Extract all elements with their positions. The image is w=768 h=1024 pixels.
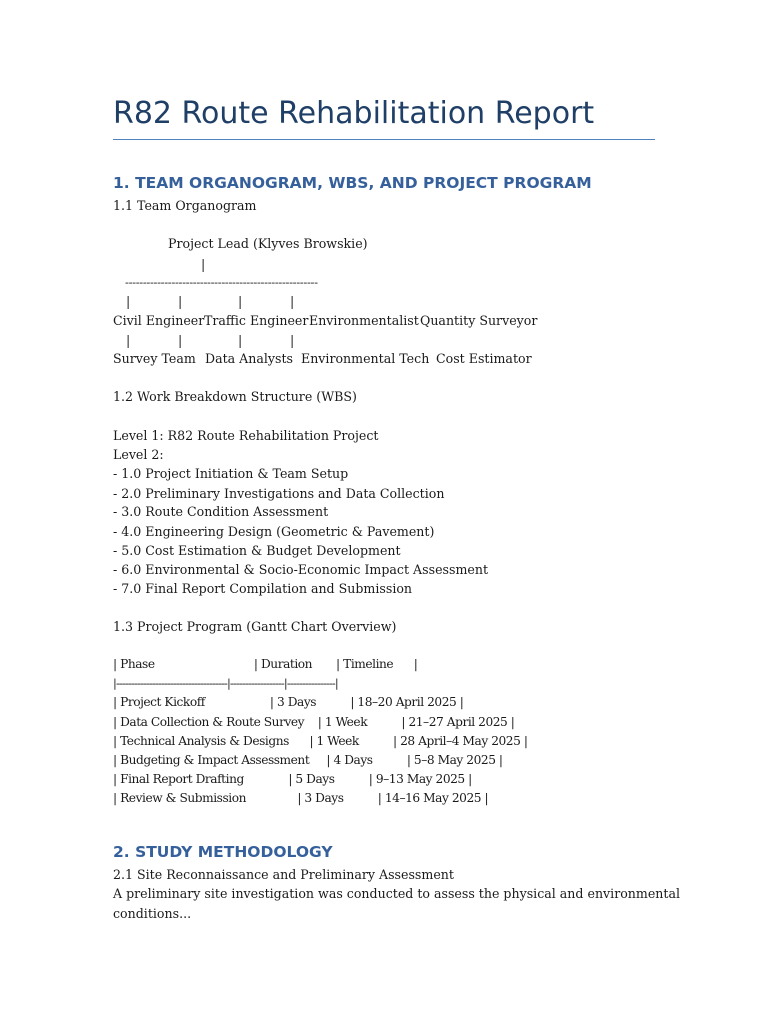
wbs-item: - 6.0 Environmental & Socio-Economic Impact Assessment [113, 562, 489, 577]
organogram-project-lead: Project Lead (Klyves Browskie) [168, 236, 368, 251]
organogram-role-civil-engineer: Civil Engineer [113, 313, 205, 328]
organogram-connector: | [126, 333, 131, 348]
subheading-site-reconnaissance: 2.1 Site Reconnaissance and Preliminary Assessment [113, 867, 454, 882]
organogram-role-quantity-surveyor: Quantity Surveyor [420, 313, 538, 328]
document-title: R82 Route Rehabilitation Report [113, 96, 595, 131]
program-table-row: | Budgeting & Impact Assessment | 4 Days | 5–8 May 2025 | [113, 753, 503, 767]
wbs-item: - 7.0 Final Report Compilation and Submission [113, 581, 413, 596]
wbs-item: - 2.0 Preliminary Investigations and Data Collection [113, 486, 445, 501]
paragraph-line: conditions... [113, 906, 192, 921]
organogram-role-environmentalist: Environmentalist [309, 313, 419, 328]
wbs-item: - 3.0 Route Condition Assessment [113, 504, 329, 519]
organogram-subrole-data-analysts: Data Analysts [205, 351, 294, 366]
organogram-role-traffic-engineer: Traffic Engineer [204, 313, 309, 328]
wbs-level-1: Level 1: R82 Route Rehabilitation Project [113, 428, 379, 443]
organogram-connector: | [178, 294, 183, 309]
organogram-connector: | [290, 333, 295, 348]
organogram-subrole-environmental-tech: Environmental Tech [301, 351, 430, 366]
program-table-row: | Review & Submission | 3 Days | 14–16 May 2025 | [113, 791, 489, 805]
program-table-header-row: | Phase | Duration | Timeline | [113, 657, 418, 671]
wbs-level-2-label: Level 2: [113, 447, 164, 462]
organogram-branch-line: ------------------------------------------------------ [125, 275, 318, 289]
section-heading-study-methodology: 2. STUDY METHODOLOGY [113, 843, 333, 861]
program-table-row: | Data Collection & Route Survey | 1 Week | 21–27 April 2025 | [113, 715, 515, 729]
organogram-connector: | [178, 333, 183, 348]
section-heading-team-organogram: 1. TEAM ORGANOGRAM, WBS, AND PROJECT PROGRAM [113, 174, 592, 192]
organogram-subrole-survey-team: Survey Team [113, 351, 196, 366]
organogram-connector: | [126, 294, 131, 309]
subheading-wbs: 1.2 Work Breakdown Structure (WBS) [113, 389, 357, 404]
organogram-connector: | [238, 333, 243, 348]
organogram-subrole-cost-estimator: Cost Estimator [436, 351, 532, 366]
title-underline [113, 139, 655, 140]
wbs-item: - 4.0 Engineering Design (Geometric & Pavement) [113, 524, 435, 539]
organogram-lead-connector: | [201, 257, 206, 272]
program-table-row: | Technical Analysis & Designs | 1 Week | 28 April–4 May 2025 | [113, 734, 528, 748]
organogram-connector: | [238, 294, 243, 309]
organogram-connector: | [290, 294, 295, 309]
program-table-row: | Project Kickoff | 3 Days | 18–20 April 2025 | [113, 695, 464, 709]
subheading-team-organogram: 1.1 Team Organogram [113, 198, 257, 213]
wbs-item: - 1.0 Project Initiation & Team Setup [113, 466, 349, 481]
wbs-item: - 5.0 Cost Estimation & Budget Development [113, 543, 401, 558]
program-table-row: | Final Report Drafting | 5 Days | 9–13 May 2025 | [113, 772, 472, 786]
program-table-divider-row: |-------------------------------------|------------------|----------------| [113, 676, 338, 690]
paragraph-line: A preliminary site investigation was conducted to assess the physical and environmental [113, 886, 681, 901]
subheading-project-program: 1.3 Project Program (Gantt Chart Overview) [113, 619, 397, 634]
